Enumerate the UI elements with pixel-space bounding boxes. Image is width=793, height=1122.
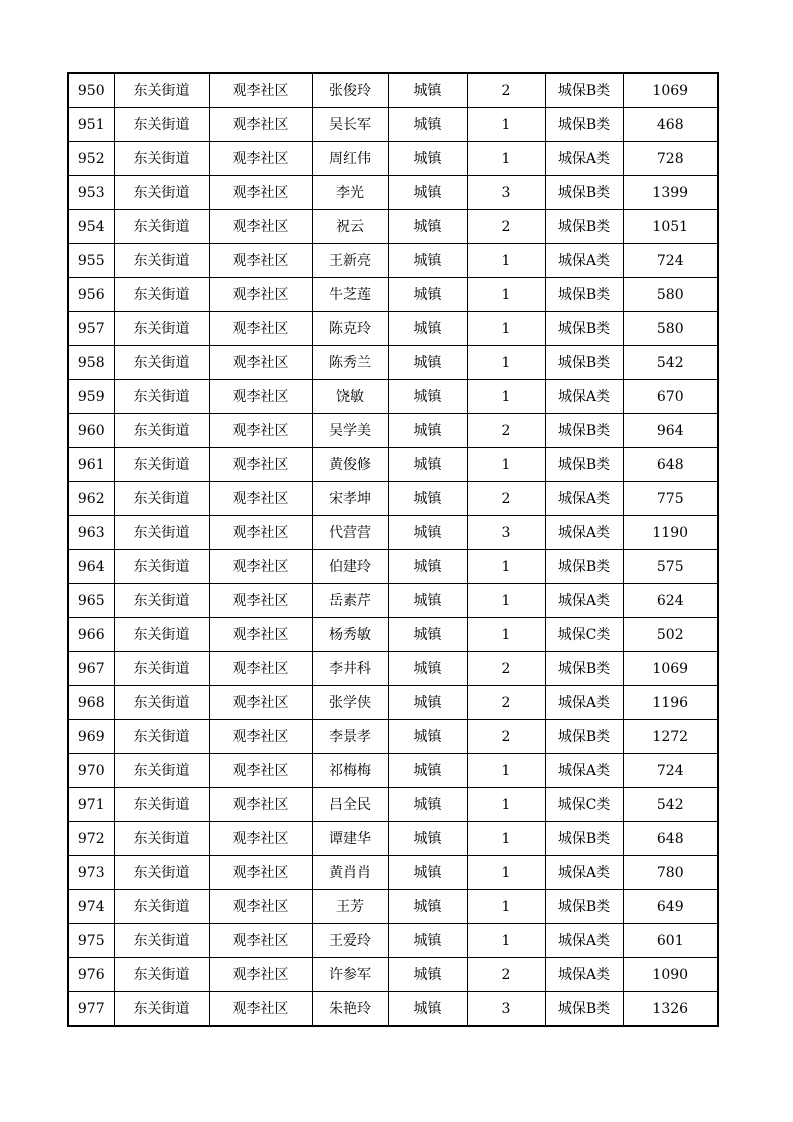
people-count-cell: 1	[467, 346, 545, 380]
amount-cell: 601	[623, 924, 718, 958]
amount-cell: 964	[623, 414, 718, 448]
community-cell: 观李社区	[209, 210, 312, 244]
household-type-cell: 城镇	[388, 73, 467, 108]
community-cell: 观李社区	[209, 244, 312, 278]
name-cell: 王新亮	[312, 244, 388, 278]
amount-cell: 1399	[623, 176, 718, 210]
street-cell: 东关街道	[114, 312, 209, 346]
people-count-cell: 1	[467, 244, 545, 278]
amount-cell: 670	[623, 380, 718, 414]
name-cell: 伯建玲	[312, 550, 388, 584]
household-type-cell: 城镇	[388, 958, 467, 992]
household-type-cell: 城镇	[388, 686, 467, 720]
category-cell: 城保B类	[545, 890, 623, 924]
row-number-cell: 969	[68, 720, 114, 754]
row-number-cell: 964	[68, 550, 114, 584]
row-number-cell: 974	[68, 890, 114, 924]
people-count-cell: 3	[467, 176, 545, 210]
amount-cell: 1190	[623, 516, 718, 550]
table-row	[68, 108, 718, 142]
row-number-cell: 963	[68, 516, 114, 550]
community-cell: 观李社区	[209, 108, 312, 142]
household-type-cell: 城镇	[388, 482, 467, 516]
street-cell: 东关街道	[114, 652, 209, 686]
street-cell: 东关街道	[114, 618, 209, 652]
people-count-cell: 2	[467, 482, 545, 516]
row-number-cell: 957	[68, 312, 114, 346]
row-number-cell: 960	[68, 414, 114, 448]
people-count-cell: 1	[467, 142, 545, 176]
amount-cell: 648	[623, 448, 718, 482]
street-cell: 东关街道	[114, 346, 209, 380]
amount-cell: 502	[623, 618, 718, 652]
category-cell: 城保A类	[545, 516, 623, 550]
row-number-cell: 975	[68, 924, 114, 958]
row-number-cell: 966	[68, 618, 114, 652]
table-row	[68, 516, 718, 550]
street-cell: 东关街道	[114, 958, 209, 992]
community-cell: 观李社区	[209, 312, 312, 346]
community-cell: 观李社区	[209, 754, 312, 788]
row-number-cell: 954	[68, 210, 114, 244]
people-count-cell: 1	[467, 584, 545, 618]
household-type-cell: 城镇	[388, 278, 467, 312]
people-count-cell: 2	[467, 958, 545, 992]
category-cell: 城保A类	[545, 142, 623, 176]
table-row	[68, 584, 718, 618]
table-row	[68, 448, 718, 482]
people-count-cell: 2	[467, 210, 545, 244]
community-cell: 观李社区	[209, 176, 312, 210]
row-number-cell: 972	[68, 822, 114, 856]
amount-cell: 1069	[623, 73, 718, 108]
name-cell: 许参军	[312, 958, 388, 992]
amount-cell: 775	[623, 482, 718, 516]
household-type-cell: 城镇	[388, 244, 467, 278]
category-cell: 城保B类	[545, 73, 623, 108]
household-type-cell: 城镇	[388, 754, 467, 788]
street-cell: 东关街道	[114, 244, 209, 278]
amount-cell: 1196	[623, 686, 718, 720]
amount-cell: 1069	[623, 652, 718, 686]
table-row	[68, 754, 718, 788]
community-cell: 观李社区	[209, 448, 312, 482]
household-type-cell: 城镇	[388, 414, 467, 448]
household-type-cell: 城镇	[388, 924, 467, 958]
household-type-cell: 城镇	[388, 992, 467, 1027]
row-number-cell: 965	[68, 584, 114, 618]
name-cell: 张俊玲	[312, 73, 388, 108]
table-row	[68, 652, 718, 686]
table-row	[68, 686, 718, 720]
table-row	[68, 482, 718, 516]
street-cell: 东关街道	[114, 414, 209, 448]
community-cell: 观李社区	[209, 618, 312, 652]
amount-cell: 1051	[623, 210, 718, 244]
street-cell: 东关街道	[114, 992, 209, 1027]
people-count-cell: 1	[467, 448, 545, 482]
row-number-cell: 961	[68, 448, 114, 482]
name-cell: 谭建华	[312, 822, 388, 856]
category-cell: 城保B类	[545, 652, 623, 686]
amount-cell: 1272	[623, 720, 718, 754]
people-count-cell: 2	[467, 686, 545, 720]
row-number-cell: 968	[68, 686, 114, 720]
community-cell: 观李社区	[209, 652, 312, 686]
name-cell: 祝云	[312, 210, 388, 244]
category-cell: 城保A类	[545, 924, 623, 958]
category-cell: 城保A类	[545, 958, 623, 992]
street-cell: 东关街道	[114, 516, 209, 550]
category-cell: 城保A类	[545, 482, 623, 516]
category-cell: 城保C类	[545, 788, 623, 822]
community-cell: 观李社区	[209, 380, 312, 414]
name-cell: 饶敏	[312, 380, 388, 414]
category-cell: 城保B类	[545, 720, 623, 754]
category-cell: 城保B类	[545, 346, 623, 380]
name-cell: 代营营	[312, 516, 388, 550]
row-number-cell: 956	[68, 278, 114, 312]
household-type-cell: 城镇	[388, 176, 467, 210]
street-cell: 东关街道	[114, 482, 209, 516]
table-row	[68, 822, 718, 856]
community-cell: 观李社区	[209, 516, 312, 550]
street-cell: 东关街道	[114, 856, 209, 890]
name-cell: 周红伟	[312, 142, 388, 176]
row-number-cell: 962	[68, 482, 114, 516]
row-number-cell: 950	[68, 73, 114, 108]
people-count-cell: 1	[467, 788, 545, 822]
household-type-cell: 城镇	[388, 550, 467, 584]
street-cell: 东关街道	[114, 822, 209, 856]
community-cell: 观李社区	[209, 686, 312, 720]
community-cell: 观李社区	[209, 414, 312, 448]
amount-cell: 724	[623, 244, 718, 278]
amount-cell: 1326	[623, 992, 718, 1027]
amount-cell: 1090	[623, 958, 718, 992]
street-cell: 东关街道	[114, 720, 209, 754]
community-cell: 观李社区	[209, 720, 312, 754]
street-cell: 东关街道	[114, 380, 209, 414]
table-row	[68, 618, 718, 652]
table-row	[68, 380, 718, 414]
household-type-cell: 城镇	[388, 346, 467, 380]
category-cell: 城保B类	[545, 210, 623, 244]
table-row	[68, 73, 718, 108]
category-cell: 城保B类	[545, 108, 623, 142]
name-cell: 杨秀敏	[312, 618, 388, 652]
amount-cell: 542	[623, 346, 718, 380]
table-row	[68, 788, 718, 822]
row-number-cell: 951	[68, 108, 114, 142]
name-cell: 黄俊修	[312, 448, 388, 482]
household-type-cell: 城镇	[388, 720, 467, 754]
category-cell: 城保B类	[545, 176, 623, 210]
community-cell: 观李社区	[209, 550, 312, 584]
household-type-cell: 城镇	[388, 210, 467, 244]
row-number-cell: 971	[68, 788, 114, 822]
category-cell: 城保A类	[545, 244, 623, 278]
category-cell: 城保B类	[545, 312, 623, 346]
name-cell: 吴学美	[312, 414, 388, 448]
row-number-cell: 953	[68, 176, 114, 210]
street-cell: 东关街道	[114, 924, 209, 958]
category-cell: 城保A类	[545, 686, 623, 720]
category-cell: 城保A类	[545, 856, 623, 890]
name-cell: 牛芝莲	[312, 278, 388, 312]
household-type-cell: 城镇	[388, 856, 467, 890]
amount-cell: 728	[623, 142, 718, 176]
community-cell: 观李社区	[209, 924, 312, 958]
category-cell: 城保A类	[545, 754, 623, 788]
street-cell: 东关街道	[114, 550, 209, 584]
category-cell: 城保A类	[545, 380, 623, 414]
name-cell: 黄肖肖	[312, 856, 388, 890]
community-cell: 观李社区	[209, 822, 312, 856]
people-count-cell: 1	[467, 618, 545, 652]
community-cell: 观李社区	[209, 346, 312, 380]
table-row	[68, 244, 718, 278]
row-number-cell: 967	[68, 652, 114, 686]
street-cell: 东关街道	[114, 73, 209, 108]
amount-cell: 648	[623, 822, 718, 856]
people-count-cell: 1	[467, 312, 545, 346]
table-row	[68, 176, 718, 210]
table-row	[68, 958, 718, 992]
name-cell: 王爱玲	[312, 924, 388, 958]
people-count-cell: 1	[467, 822, 545, 856]
people-count-cell: 1	[467, 108, 545, 142]
table-row	[68, 720, 718, 754]
amount-cell: 580	[623, 278, 718, 312]
amount-cell: 724	[623, 754, 718, 788]
table-row	[68, 550, 718, 584]
people-count-cell: 1	[467, 754, 545, 788]
name-cell: 李井科	[312, 652, 388, 686]
street-cell: 东关街道	[114, 754, 209, 788]
table-row	[68, 210, 718, 244]
community-cell: 观李社区	[209, 890, 312, 924]
household-type-cell: 城镇	[388, 652, 467, 686]
category-cell: 城保B类	[545, 278, 623, 312]
household-type-cell: 城镇	[388, 516, 467, 550]
name-cell: 王芳	[312, 890, 388, 924]
table-body	[68, 73, 718, 1026]
people-count-cell: 2	[467, 73, 545, 108]
community-cell: 观李社区	[209, 142, 312, 176]
category-cell: 城保C类	[545, 618, 623, 652]
category-cell: 城保B类	[545, 414, 623, 448]
people-count-cell: 3	[467, 516, 545, 550]
amount-cell: 580	[623, 312, 718, 346]
household-type-cell: 城镇	[388, 584, 467, 618]
row-number-cell: 973	[68, 856, 114, 890]
name-cell: 张学侠	[312, 686, 388, 720]
name-cell: 吕全民	[312, 788, 388, 822]
people-count-cell: 2	[467, 414, 545, 448]
community-cell: 观李社区	[209, 278, 312, 312]
people-count-cell: 1	[467, 890, 545, 924]
table-row	[68, 278, 718, 312]
household-type-cell: 城镇	[388, 380, 467, 414]
household-type-cell: 城镇	[388, 448, 467, 482]
household-type-cell: 城镇	[388, 788, 467, 822]
table-row	[68, 346, 718, 380]
table-row	[68, 856, 718, 890]
name-cell: 李光	[312, 176, 388, 210]
data-table	[67, 72, 719, 1027]
row-number-cell: 959	[68, 380, 114, 414]
row-number-cell: 952	[68, 142, 114, 176]
community-cell: 观李社区	[209, 584, 312, 618]
street-cell: 东关街道	[114, 176, 209, 210]
name-cell: 宋孝坤	[312, 482, 388, 516]
row-number-cell: 955	[68, 244, 114, 278]
street-cell: 东关街道	[114, 686, 209, 720]
street-cell: 东关街道	[114, 448, 209, 482]
row-number-cell: 976	[68, 958, 114, 992]
category-cell: 城保B类	[545, 992, 623, 1027]
name-cell: 李景孝	[312, 720, 388, 754]
row-number-cell: 958	[68, 346, 114, 380]
people-count-cell: 1	[467, 856, 545, 890]
street-cell: 东关街道	[114, 278, 209, 312]
household-type-cell: 城镇	[388, 312, 467, 346]
amount-cell: 542	[623, 788, 718, 822]
table-row	[68, 142, 718, 176]
street-cell: 东关街道	[114, 108, 209, 142]
category-cell: 城保B类	[545, 448, 623, 482]
household-type-cell: 城镇	[388, 618, 467, 652]
name-cell: 陈秀兰	[312, 346, 388, 380]
household-type-cell: 城镇	[388, 142, 467, 176]
name-cell: 朱艳玲	[312, 992, 388, 1027]
people-count-cell: 2	[467, 720, 545, 754]
street-cell: 东关街道	[114, 584, 209, 618]
people-count-cell: 1	[467, 924, 545, 958]
amount-cell: 575	[623, 550, 718, 584]
people-count-cell: 1	[467, 550, 545, 584]
category-cell: 城保A类	[545, 584, 623, 618]
name-cell: 吴长军	[312, 108, 388, 142]
community-cell: 观李社区	[209, 482, 312, 516]
people-count-cell: 1	[467, 278, 545, 312]
community-cell: 观李社区	[209, 992, 312, 1027]
street-cell: 东关街道	[114, 890, 209, 924]
people-count-cell: 3	[467, 992, 545, 1027]
household-type-cell: 城镇	[388, 890, 467, 924]
household-type-cell: 城镇	[388, 822, 467, 856]
street-cell: 东关街道	[114, 788, 209, 822]
amount-cell: 624	[623, 584, 718, 618]
category-cell: 城保B类	[545, 550, 623, 584]
amount-cell: 649	[623, 890, 718, 924]
table-row	[68, 414, 718, 448]
name-cell: 祁梅梅	[312, 754, 388, 788]
name-cell: 陈克玲	[312, 312, 388, 346]
table-row	[68, 890, 718, 924]
community-cell: 观李社区	[209, 856, 312, 890]
people-count-cell: 2	[467, 652, 545, 686]
table-row	[68, 312, 718, 346]
household-type-cell: 城镇	[388, 108, 467, 142]
street-cell: 东关街道	[114, 210, 209, 244]
community-cell: 观李社区	[209, 788, 312, 822]
street-cell: 东关街道	[114, 142, 209, 176]
people-count-cell: 1	[467, 380, 545, 414]
community-cell: 观李社区	[209, 958, 312, 992]
table-row	[68, 924, 718, 958]
amount-cell: 780	[623, 856, 718, 890]
row-number-cell: 977	[68, 992, 114, 1027]
table-row	[68, 992, 718, 1027]
name-cell: 岳素芹	[312, 584, 388, 618]
amount-cell: 468	[623, 108, 718, 142]
category-cell: 城保B类	[545, 822, 623, 856]
community-cell: 观李社区	[209, 73, 312, 108]
row-number-cell: 970	[68, 754, 114, 788]
